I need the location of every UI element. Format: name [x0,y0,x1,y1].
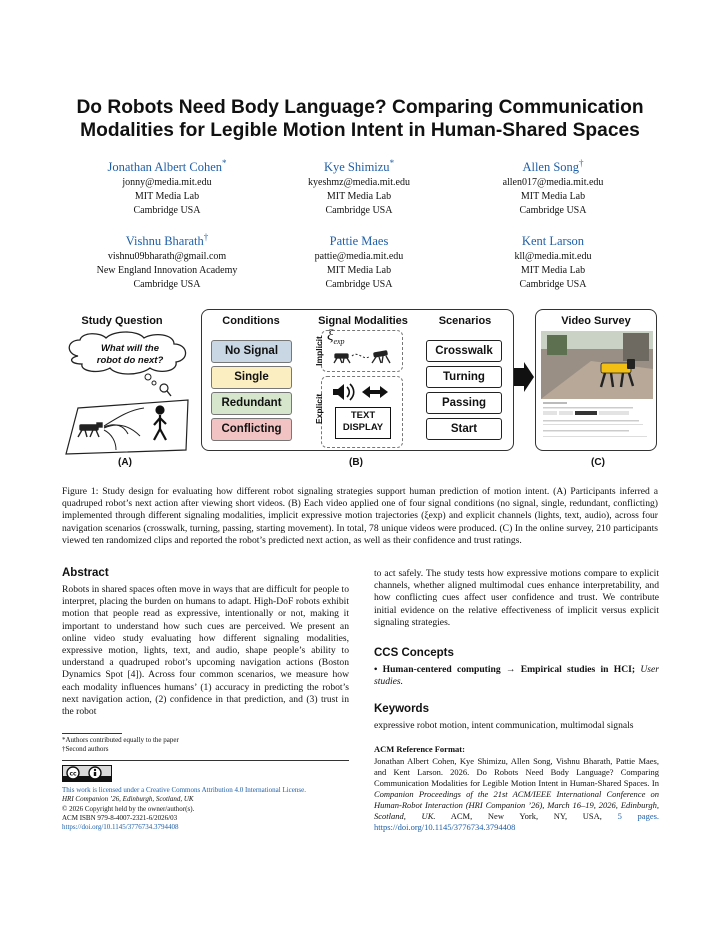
implicit-label: Implicit [314,336,324,366]
study-question-heading: Study Question [81,315,163,327]
author-email: pattie@media.mit.edu [314,251,404,263]
condition-conflicting: Conflicting [211,418,292,441]
creative-commons-badge[interactable] [62,765,112,782]
svg-text:cc: cc [69,770,77,778]
condition-single: Single [211,366,292,389]
author-email: kll@media.mit.edu [514,251,592,263]
doi-link[interactable]: https://doi.org/10.1145/3776734.3794408 [62,823,179,831]
abstract-text: Robots in shared spaces often move in ways that are difficult for people to interpret, placing the burden on humans to adapt. High-DoF robots exhibit motion that people read as expressive, intentionally or not, making it important to understand how such cues are perceived. We present an online video study evaluating how different signaling modalities, expressive motion, lights, text, and audio, shape people’s ability to understand a quadruped robot’s upcoming navigation actions (Boston Dynamics Spot [4]). Across four common scenarios, we measure how each modality influences humans’ (1) accuracy in predicting the robot’s next navigation action, (2) confidence in that prediction, and (3) trust in the robot [62,584,349,718]
text-display-line-2: DISPLAY [342,422,384,433]
conditions-heading: Conditions [222,315,280,327]
abstract-text-continued: to act safely. The study tests how expressive motions compare to explicit channels, whether aligned multimodal cues enhance interpretability, and how conflicting cues affect user confidence and trust. We contribute initial evidence on the relative effectiveness of implicit versus explicit signaling strategies. [374,568,659,628]
paper-title [0,96,720,142]
author-block [259,155,459,218]
reference-publisher: ACM, New York, NY, USA, [450,811,602,821]
author-name[interactable]: Allen Song [522,160,580,175]
author-org: New England Innovation Academy [96,265,238,277]
condition-no-signal: No Signal [211,340,292,363]
bubble-dot [145,374,151,380]
author-org: MIT Media Lab [326,265,392,277]
reference-venue: Companion Proceedings of the 21st ACM/IEEE International Conference on Human-Robot Interaction (HRI Companion ’26), March 16–19, 2026, Edinburgh, Scotland, UK. [374,789,659,821]
ccs-secondary: User studies. [374,664,659,688]
author-location: Cambridge USA [325,205,393,217]
reference-authors-title: Jonathan Albert Cohen, Kye Shimizu, Allen Song, Vishnu Bharath, Pattie Maes, and Kent Larson. 2026. Do Robots Need Body Language? Comparing Communication Modalities for Legible Motion Intent in Human-Shared Spaces. In [374,756,659,788]
author-name[interactable]: Vishnu Bharath [125,234,204,249]
author-mark: † [579,158,584,168]
author-block [453,155,653,218]
text-display-icon [335,407,391,439]
author-email: allen017@media.mit.edu [502,177,604,189]
figure-caption: Figure 1: Study design for evaluating how different robot signaling strategies support human prediction of motion intent. (A) Participants inferred a quadruped robot’s next action after viewing short videos. (B) Each video applied one of four signal conditions (no signal, single, redundant, conflicting) implemented through different signaling modalities, implicit expressive motion trajectories (ξexp) and explicit channels (lights, text, audio), across four navigation scenarios (crosswalk, turning, passing, starting movement). In total, 78 unique videos were produced. (C) In the online survey, 210 participants viewed ten randomized clips and reported the robot’s predicted next action, as well as their confidence and trust ratings. [62,486,658,546]
author-location: Cambridge USA [133,279,201,291]
explicit-label: Explicit [314,393,324,424]
author-mark: † [203,232,209,242]
author-org: MIT Media Lab [326,191,392,203]
study-question-illustration [60,330,210,462]
double-arrow-icon [362,386,388,398]
figure-1 [0,300,720,480]
author-name[interactable]: Jonathan Albert Cohen [107,160,223,175]
author-email: kyeshmz@media.mit.edu [308,177,410,189]
author-email: vishnu09bharath@gmail.com [107,251,227,263]
flow-arrow-icon [512,362,536,392]
bubble-dot [152,381,156,385]
author-location: Cambridge USA [133,205,201,217]
scenario-turning: Turning [426,366,502,388]
abstract-heading: Abstract [62,567,109,579]
magnifier-icon [160,384,168,392]
author-block [259,229,459,292]
author-email: jonny@media.mit.edu [122,177,212,189]
panel-c-label: (C) [591,457,605,468]
reference-pages-link[interactable]: 5 pages. [617,811,660,821]
cc-by-icon [63,766,111,781]
author-name[interactable]: Pattie Maes [329,234,389,249]
title-line-1: Do Robots Need Body Language? Comparing Communication [76,97,644,118]
ccs-heading: CCS Concepts [374,647,454,659]
footnote-second-authors: †Second authors [62,745,109,753]
author-name[interactable]: Kye Shimizu [323,160,390,175]
audio-and-light-icons [330,381,398,403]
author-location: Cambridge USA [519,205,587,217]
scenario-start: Start [426,418,502,440]
keywords-heading: Keywords [374,703,429,715]
panel-b-label: (B) [349,457,363,468]
video-survey-heading: Video Survey [561,315,631,327]
bubble-text-line-2: robot do next? [96,355,164,366]
acm-reference-heading: ACM Reference Format: [374,744,465,754]
scenario-crosswalk: Crosswalk [426,340,502,362]
license-link[interactable]: This work is licensed under a Creative Commons Attribution 4.0 International License. [62,786,306,794]
expressive-motion-icon [330,348,400,368]
author-mark: * [389,158,395,168]
panel-a-label: (A) [118,457,132,468]
ccs-concepts [374,664,659,688]
author-org: MIT Media Lab [520,265,586,277]
text-display-line-1: TEXT [350,410,376,421]
xi-subscript: exp [333,337,345,346]
author-block [67,155,267,218]
video-frame [541,331,653,399]
speaker-icon [333,384,344,400]
author-block [67,229,267,292]
author-location: Cambridge USA [325,279,393,291]
xi-glyph: ξ [327,328,334,344]
author-org: MIT Media Lab [134,191,200,203]
survey-form-thumbnail [541,400,653,442]
footnote-rule [62,733,122,734]
author-mark: * [222,158,227,168]
copyright-line: © 2026 Copyright held by the owner/author(s). [62,805,195,813]
keywords-text: expressive robot motion, intent communication, multimodal signals [374,720,634,731]
ccs-primary: • Human-centered computing → Empirical studies in HCI; [374,664,636,675]
isbn-line: ACM ISBN 979-8-4007-2321-6/2026/03 [62,814,178,822]
signal-modalities-heading: Signal Modalities [318,315,408,327]
acm-reference-text [374,756,659,833]
bubble-text-line-1: What will the [100,343,160,354]
license-rule [62,760,349,761]
venue-short: HRI Companion ’26, Edinburgh, Scotland, UK [62,795,194,803]
title-line-2: Modalities for Legible Motion Intent in Human-Shared Spaces [80,120,640,141]
author-location: Cambridge USA [519,279,587,291]
scenario-passing: Passing [426,392,502,414]
author-org: MIT Media Lab [520,191,586,203]
xi-symbol [327,328,345,346]
author-block [453,229,653,292]
reference-doi-link[interactable]: https://doi.org/10.1145/3776734.3794408 [374,822,516,832]
footnote-equal-contribution: *Authors contributed equally to the paper [62,736,179,744]
scenarios-heading: Scenarios [438,315,492,327]
author-name[interactable]: Kent Larson [521,234,585,249]
condition-redundant: Redundant [211,392,292,415]
